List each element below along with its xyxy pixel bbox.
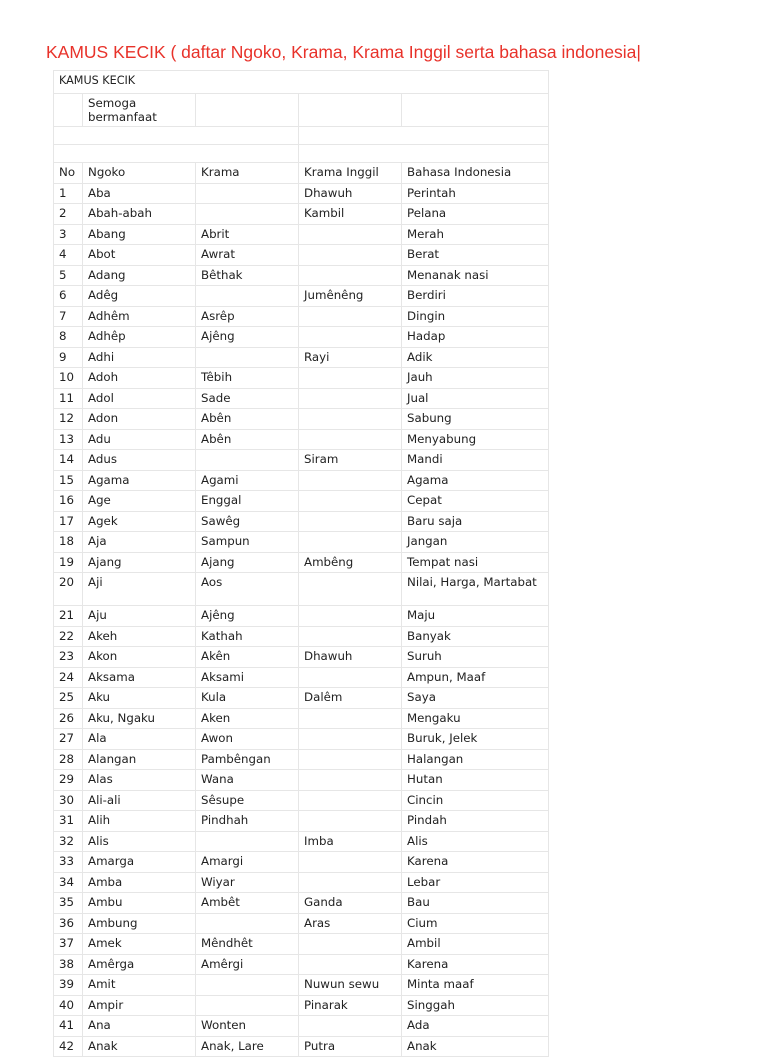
cell-no: 42: [54, 1036, 83, 1057]
cell-ngoko: Akeh: [83, 626, 196, 647]
cell-no: 36: [54, 913, 83, 934]
empty-cell: [299, 145, 549, 163]
cell-ngoko: Alis: [83, 831, 196, 852]
table-row: [54, 1036, 549, 1057]
header-krama: Krama: [196, 163, 299, 184]
cell-ngoko: Agek: [83, 511, 196, 532]
cell-krama-inggil: Dhawuh: [299, 183, 402, 204]
cell-ngoko: Adhi: [83, 347, 196, 368]
cell-ngoko: Adhêm: [83, 306, 196, 327]
cell-no: 33: [54, 852, 83, 873]
cell-krama: Kathah: [196, 626, 299, 647]
table-row: [54, 265, 549, 286]
cell-bahasa-indonesia: Anak: [402, 1036, 549, 1057]
cell-bahasa-indonesia: Karena: [402, 954, 549, 975]
cell-krama-inggil: Dhawuh: [299, 647, 402, 668]
cell-no: 39: [54, 975, 83, 996]
table-row: [54, 872, 549, 893]
cell-ngoko: Adhêp: [83, 327, 196, 348]
table-caption: KAMUS KECIK: [54, 71, 549, 94]
cell-krama-inggil: [299, 429, 402, 450]
cell-krama: Abên: [196, 429, 299, 450]
cell-no: 28: [54, 749, 83, 770]
table-row: [54, 749, 549, 770]
cell-ngoko: Alas: [83, 770, 196, 791]
cell-bahasa-indonesia: Hutan: [402, 770, 549, 791]
cell-ngoko: Amarga: [83, 852, 196, 873]
header-bahasa-indonesia: Bahasa Indonesia: [402, 163, 549, 184]
cell-no: 35: [54, 893, 83, 914]
table-row: [54, 327, 549, 348]
cell-no: 30: [54, 790, 83, 811]
cell-bahasa-indonesia: Jual: [402, 388, 549, 409]
dictionary-table-body: [54, 71, 549, 1057]
empty-cell: [402, 94, 549, 127]
table-row: [54, 409, 549, 430]
cell-no: 20: [54, 573, 83, 606]
blank-row: [54, 127, 549, 145]
cell-krama: Agami: [196, 470, 299, 491]
cell-krama: [196, 286, 299, 307]
cell-ngoko: Adon: [83, 409, 196, 430]
cell-no: 26: [54, 708, 83, 729]
cell-krama: Têbih: [196, 368, 299, 389]
cell-krama-inggil: [299, 626, 402, 647]
cell-bahasa-indonesia: Cincin: [402, 790, 549, 811]
cell-bahasa-indonesia: Tempat nasi: [402, 552, 549, 573]
empty-cell: [54, 145, 299, 163]
cell-krama: Wana: [196, 770, 299, 791]
table-row: [54, 995, 549, 1016]
table-row: [54, 286, 549, 307]
cell-krama: Awon: [196, 729, 299, 750]
cell-no: 10: [54, 368, 83, 389]
cell-krama-inggil: [299, 306, 402, 327]
cell-no: 17: [54, 511, 83, 532]
cell-krama-inggil: Pinarak: [299, 995, 402, 1016]
cell-krama-inggil: [299, 852, 402, 873]
table-row: [54, 934, 549, 955]
cell-krama-inggil: [299, 470, 402, 491]
table-row: [54, 224, 549, 245]
cell-bahasa-indonesia: Cium: [402, 913, 549, 934]
cell-krama: Awrat: [196, 245, 299, 266]
cell-no: 13: [54, 429, 83, 450]
cell-ngoko: Adoh: [83, 368, 196, 389]
cell-ngoko: Alangan: [83, 749, 196, 770]
cell-no: 34: [54, 872, 83, 893]
cell-krama: Abrit: [196, 224, 299, 245]
empty-cell: [299, 127, 549, 145]
cell-krama-inggil: [299, 368, 402, 389]
cell-ngoko: Abot: [83, 245, 196, 266]
cell-bahasa-indonesia: Lebar: [402, 872, 549, 893]
cell-ngoko: Ali-ali: [83, 790, 196, 811]
cell-no: 6: [54, 286, 83, 307]
cell-krama: Asrêp: [196, 306, 299, 327]
table-row: [54, 491, 549, 512]
empty-cell: [196, 94, 299, 127]
table-caption-row: [54, 71, 549, 94]
cell-ngoko: Adu: [83, 429, 196, 450]
cell-krama-inggil: [299, 245, 402, 266]
subtitle-row: [54, 94, 549, 127]
header-row: [54, 163, 549, 184]
cell-bahasa-indonesia: Agama: [402, 470, 549, 491]
table-row: [54, 183, 549, 204]
cell-no: 14: [54, 450, 83, 471]
header-krama-inggil: Krama Inggil: [299, 163, 402, 184]
cell-krama: Aksami: [196, 667, 299, 688]
cell-no: 25: [54, 688, 83, 709]
cell-krama: Ajêng: [196, 606, 299, 627]
cell-bahasa-indonesia: Pelana: [402, 204, 549, 225]
cell-krama: Mêndhêt: [196, 934, 299, 955]
table-row: [54, 606, 549, 627]
table-row: [54, 626, 549, 647]
cell-krama: [196, 204, 299, 225]
cell-no: 7: [54, 306, 83, 327]
cell-krama: Aken: [196, 708, 299, 729]
cell-krama-inggil: [299, 708, 402, 729]
cell-krama: Sêsupe: [196, 790, 299, 811]
cell-no: 3: [54, 224, 83, 245]
cell-bahasa-indonesia: Karena: [402, 852, 549, 873]
cell-krama: Ambêt: [196, 893, 299, 914]
cell-bahasa-indonesia: Hadap: [402, 327, 549, 348]
cell-no: 19: [54, 552, 83, 573]
cell-bahasa-indonesia: Jangan: [402, 532, 549, 553]
cell-krama: [196, 995, 299, 1016]
cell-ngoko: Anak: [83, 1036, 196, 1057]
cell-ngoko: Aksama: [83, 667, 196, 688]
table-row: [54, 1016, 549, 1037]
cell-no: 24: [54, 667, 83, 688]
cell-no: 31: [54, 811, 83, 832]
cell-bahasa-indonesia: Suruh: [402, 647, 549, 668]
cell-krama: Kula: [196, 688, 299, 709]
cell-no: 9: [54, 347, 83, 368]
cell-krama-inggil: [299, 729, 402, 750]
empty-cell: [54, 94, 83, 127]
cell-ngoko: Ana: [83, 1016, 196, 1037]
empty-cell: [54, 127, 299, 145]
cell-krama-inggil: Aras: [299, 913, 402, 934]
table-row: [54, 831, 549, 852]
cell-krama-inggil: [299, 327, 402, 348]
cell-ngoko: Abah-abah: [83, 204, 196, 225]
cell-krama-inggil: [299, 573, 402, 606]
table-row: [54, 204, 549, 225]
cell-krama: Enggal: [196, 491, 299, 512]
cell-ngoko: Ala: [83, 729, 196, 750]
cell-krama-inggil: Nuwun sewu: [299, 975, 402, 996]
cell-krama: Aos: [196, 573, 299, 606]
cell-krama-inggil: [299, 532, 402, 553]
cell-bahasa-indonesia: Nilai, Harga, Martabat: [402, 573, 549, 606]
table-row: [54, 647, 549, 668]
cell-krama: Sade: [196, 388, 299, 409]
cell-ngoko: Aku, Ngaku: [83, 708, 196, 729]
cell-bahasa-indonesia: Maju: [402, 606, 549, 627]
cell-no: 12: [54, 409, 83, 430]
cell-krama-inggil: [299, 388, 402, 409]
cell-no: 2: [54, 204, 83, 225]
cell-ngoko: Adêg: [83, 286, 196, 307]
cell-bahasa-indonesia: Dingin: [402, 306, 549, 327]
header-no: No: [54, 163, 83, 184]
cell-krama-inggil: [299, 934, 402, 955]
cell-no: 5: [54, 265, 83, 286]
cell-krama-inggil: Rayi: [299, 347, 402, 368]
blank-row: [54, 145, 549, 163]
cell-bahasa-indonesia: Menyabung: [402, 429, 549, 450]
cell-bahasa-indonesia: Berdiri: [402, 286, 549, 307]
cell-no: 16: [54, 491, 83, 512]
cell-krama: Ajang: [196, 552, 299, 573]
table-row: [54, 511, 549, 532]
cell-krama-inggil: [299, 749, 402, 770]
table-row: [54, 852, 549, 873]
cell-no: 15: [54, 470, 83, 491]
cell-krama-inggil: [299, 224, 402, 245]
cell-ngoko: Ajang: [83, 552, 196, 573]
cell-krama-inggil: Dalêm: [299, 688, 402, 709]
cell-bahasa-indonesia: Mandi: [402, 450, 549, 471]
cell-bahasa-indonesia: Berat: [402, 245, 549, 266]
table-row: [54, 975, 549, 996]
cell-bahasa-indonesia: Buruk, Jelek: [402, 729, 549, 750]
cell-krama: Amargi: [196, 852, 299, 873]
cell-krama: [196, 183, 299, 204]
table-row: [54, 552, 549, 573]
cell-krama: Sampun: [196, 532, 299, 553]
dictionary-table: [53, 70, 549, 1057]
cell-krama-inggil: Siram: [299, 450, 402, 471]
cell-ngoko: Amêrga: [83, 954, 196, 975]
cell-krama: Sawêg: [196, 511, 299, 532]
cell-ngoko: Ampir: [83, 995, 196, 1016]
cell-krama-inggil: [299, 511, 402, 532]
cell-krama: Anak, Lare: [196, 1036, 299, 1057]
cell-bahasa-indonesia: Pindah: [402, 811, 549, 832]
cell-ngoko: Alih: [83, 811, 196, 832]
cell-no: 37: [54, 934, 83, 955]
cell-krama-inggil: [299, 491, 402, 512]
cell-ngoko: Amit: [83, 975, 196, 996]
cell-krama-inggil: Jumênêng: [299, 286, 402, 307]
cell-krama-inggil: [299, 265, 402, 286]
cell-no: 8: [54, 327, 83, 348]
table-row: [54, 913, 549, 934]
cell-krama: [196, 450, 299, 471]
cell-krama: Bêthak: [196, 265, 299, 286]
cell-krama: Pambêngan: [196, 749, 299, 770]
cell-ngoko: Aku: [83, 688, 196, 709]
table-row: [54, 893, 549, 914]
table-row: [54, 245, 549, 266]
cell-krama-inggil: [299, 667, 402, 688]
cell-bahasa-indonesia: Alis: [402, 831, 549, 852]
cell-bahasa-indonesia: Singgah: [402, 995, 549, 1016]
cell-krama: Wiyar: [196, 872, 299, 893]
table-row: [54, 368, 549, 389]
cell-ngoko: Amek: [83, 934, 196, 955]
cell-krama-inggil: [299, 954, 402, 975]
cell-bahasa-indonesia: Ada: [402, 1016, 549, 1037]
cell-ngoko: Aja: [83, 532, 196, 553]
cell-bahasa-indonesia: Baru saja: [402, 511, 549, 532]
table-row: [54, 573, 549, 606]
cell-no: 18: [54, 532, 83, 553]
cell-krama-inggil: [299, 409, 402, 430]
cell-ngoko: Adang: [83, 265, 196, 286]
cell-ngoko: Ambu: [83, 893, 196, 914]
cell-krama: Ajêng: [196, 327, 299, 348]
cell-ngoko: Aba: [83, 183, 196, 204]
cell-no: 29: [54, 770, 83, 791]
cell-no: 38: [54, 954, 83, 975]
cell-krama: Abên: [196, 409, 299, 430]
table-row: [54, 770, 549, 791]
table-row: [54, 532, 549, 553]
cell-krama: Amêrgi: [196, 954, 299, 975]
cell-ngoko: Adus: [83, 450, 196, 471]
cell-bahasa-indonesia: Saya: [402, 688, 549, 709]
cell-no: 32: [54, 831, 83, 852]
table-row: [54, 729, 549, 750]
cell-ngoko: Adol: [83, 388, 196, 409]
cell-bahasa-indonesia: Sabung: [402, 409, 549, 430]
cell-bahasa-indonesia: Ampun, Maaf: [402, 667, 549, 688]
cell-ngoko: Aji: [83, 573, 196, 606]
table-row: [54, 450, 549, 471]
cell-bahasa-indonesia: Minta maaf: [402, 975, 549, 996]
cell-krama: Wonten: [196, 1016, 299, 1037]
cell-krama-inggil: [299, 872, 402, 893]
empty-cell: [299, 94, 402, 127]
cell-krama: [196, 831, 299, 852]
cell-no: 41: [54, 1016, 83, 1037]
table-row: [54, 688, 549, 709]
cell-krama-inggil: [299, 606, 402, 627]
cell-krama: [196, 347, 299, 368]
cell-ngoko: Abang: [83, 224, 196, 245]
cell-krama: [196, 975, 299, 996]
cell-krama-inggil: [299, 811, 402, 832]
cell-bahasa-indonesia: Menanak nasi: [402, 265, 549, 286]
cell-bahasa-indonesia: Mengaku: [402, 708, 549, 729]
cell-krama: [196, 913, 299, 934]
cell-no: 11: [54, 388, 83, 409]
subtitle-cell: Semoga bermanfaat: [83, 94, 196, 127]
cell-bahasa-indonesia: Merah: [402, 224, 549, 245]
cell-no: 1: [54, 183, 83, 204]
table-row: [54, 708, 549, 729]
cell-no: 21: [54, 606, 83, 627]
cell-krama-inggil: [299, 1016, 402, 1037]
cell-ngoko: Age: [83, 491, 196, 512]
cell-ngoko: Aju: [83, 606, 196, 627]
table-row: [54, 429, 549, 450]
cell-krama-inggil: [299, 790, 402, 811]
cell-bahasa-indonesia: Perintah: [402, 183, 549, 204]
cell-no: 4: [54, 245, 83, 266]
table-row: [54, 306, 549, 327]
cell-no: 27: [54, 729, 83, 750]
cell-bahasa-indonesia: Jauh: [402, 368, 549, 389]
table-row: [54, 954, 549, 975]
cell-bahasa-indonesia: Halangan: [402, 749, 549, 770]
table-row: [54, 470, 549, 491]
cell-bahasa-indonesia: Ambil: [402, 934, 549, 955]
cell-bahasa-indonesia: Adik: [402, 347, 549, 368]
cell-no: 23: [54, 647, 83, 668]
cell-bahasa-indonesia: Banyak: [402, 626, 549, 647]
cell-krama-inggil: Ambêng: [299, 552, 402, 573]
cell-ngoko: Akon: [83, 647, 196, 668]
table-row: [54, 388, 549, 409]
table-row: [54, 667, 549, 688]
cell-krama-inggil: Ganda: [299, 893, 402, 914]
cell-bahasa-indonesia: Cepat: [402, 491, 549, 512]
cell-krama: Pindhah: [196, 811, 299, 832]
cell-krama-inggil: Putra: [299, 1036, 402, 1057]
table-row: [54, 347, 549, 368]
cell-ngoko: Agama: [83, 470, 196, 491]
cell-krama-inggil: Imba: [299, 831, 402, 852]
cell-ngoko: Ambung: [83, 913, 196, 934]
document-title: KAMUS KECIK ( daftar Ngoko, Krama, Krama Inggil serta bahasa indonesia|: [46, 42, 641, 62]
header-ngoko: Ngoko: [83, 163, 196, 184]
cell-no: 40: [54, 995, 83, 1016]
table-row: [54, 811, 549, 832]
cell-bahasa-indonesia: Bau: [402, 893, 549, 914]
cell-no: 22: [54, 626, 83, 647]
cell-krama-inggil: Kambil: [299, 204, 402, 225]
table-row: [54, 790, 549, 811]
cell-krama-inggil: [299, 770, 402, 791]
cell-ngoko: Amba: [83, 872, 196, 893]
cell-krama: Akên: [196, 647, 299, 668]
